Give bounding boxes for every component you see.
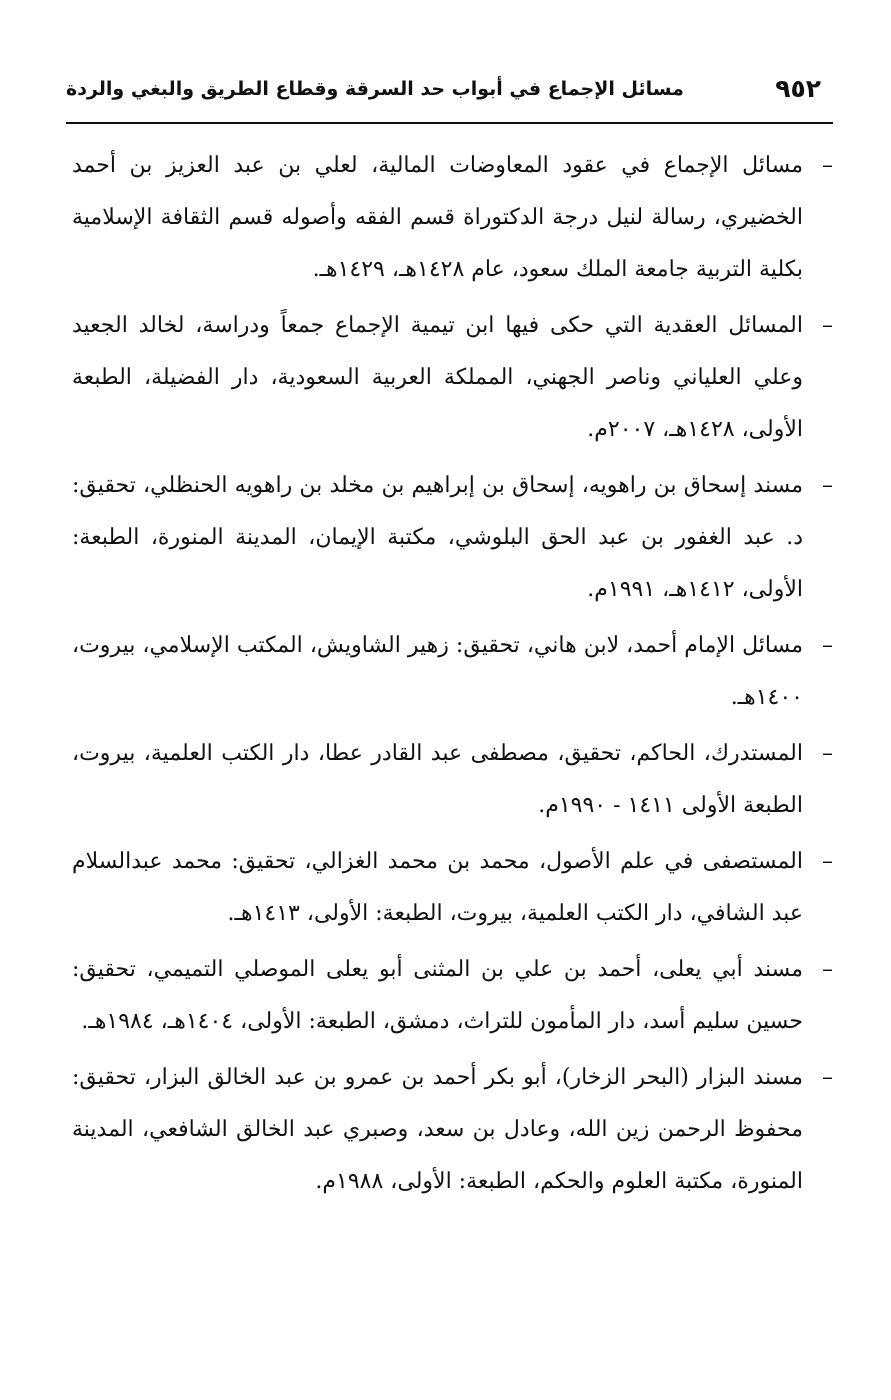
entry-text: المستدرك، الحاكم، تحقيق، مصطفى عبد القادر عطا، دار الكتب العلمية، بيروت، الطبعة الأولى ١٤١١ - ١٩٩٠م.	[72, 741, 803, 818]
bibliography-entry	[72, 300, 835, 456]
entry-dash: –	[822, 313, 833, 338]
entry-text: المسائل العقدية التي حكى فيها ابن تيمية الإجماع جمعاً ودراسة، لخالد الجعيد وعلي العلياني وناصر الجهني، المملكة العربية السعودية، دار الفضيلة، الطبعة الأولى، ١٤٢٨هـ، ٢٠٠٧م.	[72, 313, 803, 442]
bibliography-entry	[72, 728, 835, 832]
page-number: ٩٥٢	[775, 74, 821, 103]
entry-dash: –	[822, 633, 833, 658]
entry-text: مسائل الإمام أحمد، لابن هاني، تحقيق: زهير الشاويش، المكتب الإسلامي، بيروت، ١٤٠٠هـ.	[72, 633, 803, 710]
entry-text: مسند أبي يعلى، أحمد بن علي بن المثنى أبو يعلى الموصلي التميمي، تحقيق: حسين سليم أسد، دار المأمون للتراث، دمشق، الطبعة: الأولى، ١٤٠٤هـ، ١٩٨٤هـ.	[72, 957, 803, 1034]
entry-dash: –	[822, 957, 833, 982]
bibliography-entry	[72, 944, 835, 1048]
entry-dash: –	[822, 473, 833, 498]
bibliography-list	[72, 140, 835, 1212]
entry-text: مسند إسحاق بن راهويه، إسحاق بن إبراهيم بن مخلد بن راهويه الحنظلي، تحقيق: د. عبد الغفور بن عبد الحق البلوشي، مكتبة الإيمان، المدينة المنورة، الطبعة: الأولى، ١٤١٢هـ، ١٩٩١م.	[72, 473, 803, 602]
page-header	[66, 66, 833, 124]
entry-dash: –	[822, 1065, 833, 1090]
entry-dash: –	[822, 849, 833, 874]
bibliography-entry	[72, 836, 835, 940]
bibliography-entry	[72, 140, 835, 296]
bibliography-entry	[72, 620, 835, 724]
entry-text: المستصفى في علم الأصول، محمد بن محمد الغزالي، تحقيق: محمد عبدالسلام عبد الشافي، دار الكتب العلمية، بيروت، الطبعة: الأولى، ١٤١٣هـ.	[72, 849, 803, 926]
entry-text: مسند البزار (البحر الزخار)، أبو بكر أحمد بن عمرو بن عبد الخالق البزار، تحقيق: محفوظ الرحمن زين الله، وعادل بن سعد، وصبري عبد الخالق الشافعي، المدينة المنورة، مكتبة العلوم والحكم، الطبعة: الأولى، ١٩٨٨م.	[72, 1065, 803, 1194]
entry-text: مسائل الإجماع في عقود المعاوضات المالية، لعلي بن عبد العزيز بن أحمد الخضيري، رسالة لنيل درجة الدكتوراة قسم الفقه وأصوله قسم الثقافة الإسلامية بكلية التربية جامعة الملك سعود، عام ١٤٢٨هـ، ١٤٢٩هـ.	[72, 153, 803, 282]
bibliography-entry	[72, 1052, 835, 1208]
running-title: مسائل الإجماع في أبواب حد السرقة وقطاع الطريق والبغي والردة	[66, 78, 684, 100]
entry-dash: –	[822, 741, 833, 766]
bibliography-entry	[72, 460, 835, 616]
entry-dash: –	[822, 153, 833, 178]
